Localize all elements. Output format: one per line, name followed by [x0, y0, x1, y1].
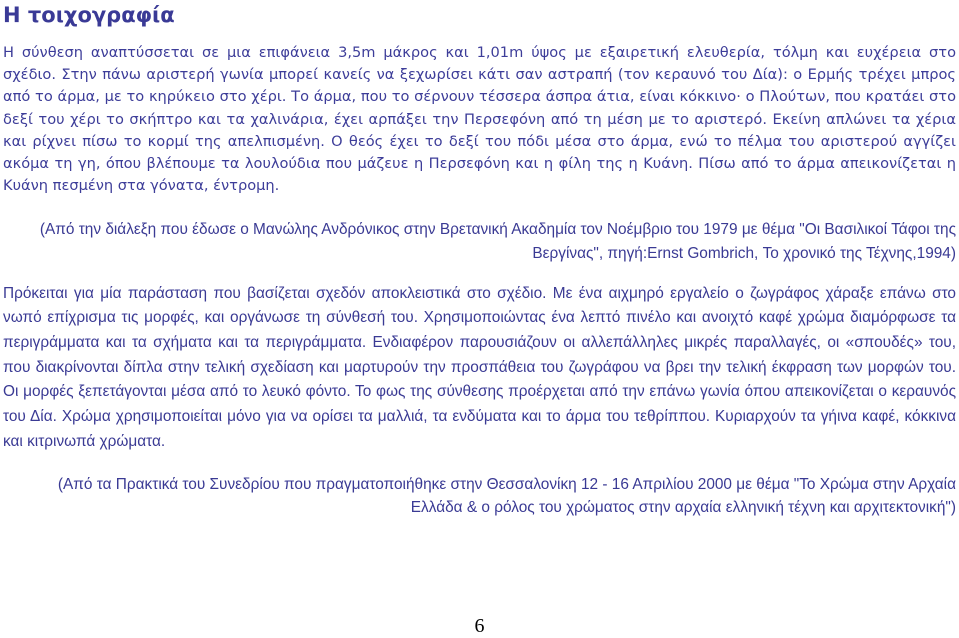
citation-andronikos: (Από την διάλεξη που έδωσε ο Μανώλης Ανδρόνικος στην Βρετανική Ακαδημία τον Νοέμβριο του 1979 με θέμα "Οι Βασιλικοί Τάφοι της Βεργίνας", πηγή:Ernst Gombrich, Το χρονικό της Τέχνης,1994)	[39, 221, 956, 263]
paragraph-description: Η σύνθεση αναπτύσσεται σε μια επιφάνεια 3,5m μάκρος και 1,01m ύψος με εξαιρετική ελευθερία, τόλμη και ευχέρεια στο σχέδιο. Στην πάνω αριστερή γωνία μπορεί κανείς να ξεχωρίσει κάτι σαν αστραπή (τον κεραυνό του Δία): ο Ερμής τρέχει μπρος από το άρμα, με το κηρύκειο στο χέρι. Το άρμα, που το σέρνουν τέσσερα άσπρα άτια, είναι κόκκινο· ο Πλούτων, που κρατάει στο δεξί του χέρι το σκήπτρο και τα χαλινάρια, έχει αρπάξει την Περσεφόνη από τη μέση με το αριστερό. Εκείνη απλώνει τα χέρια και ρίχνει πίσω το κορμί της απελπισμένη. Ο θεός έχει το δεξί του πόδι μέσα στο άρμα, ενώ το πέλμα του αριστερού αγγίζει ακόμα τη γη, όπου βλέπουμε τα λουλούδια που μάζευε η Περσεφόνη και η φίλη της η Κυάνη. Πίσω από το άρμα απεικονίζεται η Κυάνη πεσμένη στα γόνατα, έντρομη.	[3, 44, 956, 195]
page-title: Η τοιχογραφία	[3, 3, 175, 27]
document-page	[3, 0, 956, 520]
page-number: 6	[474, 615, 485, 637]
paragraph-technique: Πρόκειται για μία παράσταση που βασίζεται σχεδόν αποκλειστικά στο σχέδιο. Με ένα αιχμηρό εργαλείο ο ζωγράφος χάραξε επάνω στο νωπό επίχρισμα τις μορφές, και οργάνωσε τη σύνθεσή του. Χρησιμοποιώντας ένα λεπτό πινέλο και ανοιχτό καφέ χρώμα διαμόρφωσε τα περιγράμματα και τα σχήματα και τα περιγράμματα. Ενδιαφέρον παρουσιάζουν οι αλλεπάλληλες μικρές παραλλαγές, οι «σπουδές» του, που διακρίνονται δίπλα στην τελική σχεδίαση και μαρτυρούν την προσπάθεια του ζωγράφου να βρει την τελική έκφραση των μορφών του. Οι μορφές ξεπετάγονται μέσα από το λευκό φόντο. Το φως της σύνθεσης προέρχεται από την επάνω γωνία όπου απεικονίζεται ο κεραυνός του Δία. Χρώμα χρησιμοποιείται μόνο για να ορίσει τα μαλλιά, τα ενδύματα και το άρμα του τεθρίππου. Κυριαρχούν τα γήινα καφέ, κόκκινα και κιτρινωπά χρώματα.	[3, 284, 956, 450]
citation-proceedings: (Από τα Πρακτικά του Συνεδρίου που πραγματοποιήθηκε στην Θεσσαλονίκη 12 - 16 Απριλίου 2000 με θέμα "Το Χρώμα στην Αρχαία Ελλάδα & ο ρόλος του χρώματος στην αρχαία ελληνική τέχνη και αρχιτεκτονική")	[57, 475, 956, 517]
